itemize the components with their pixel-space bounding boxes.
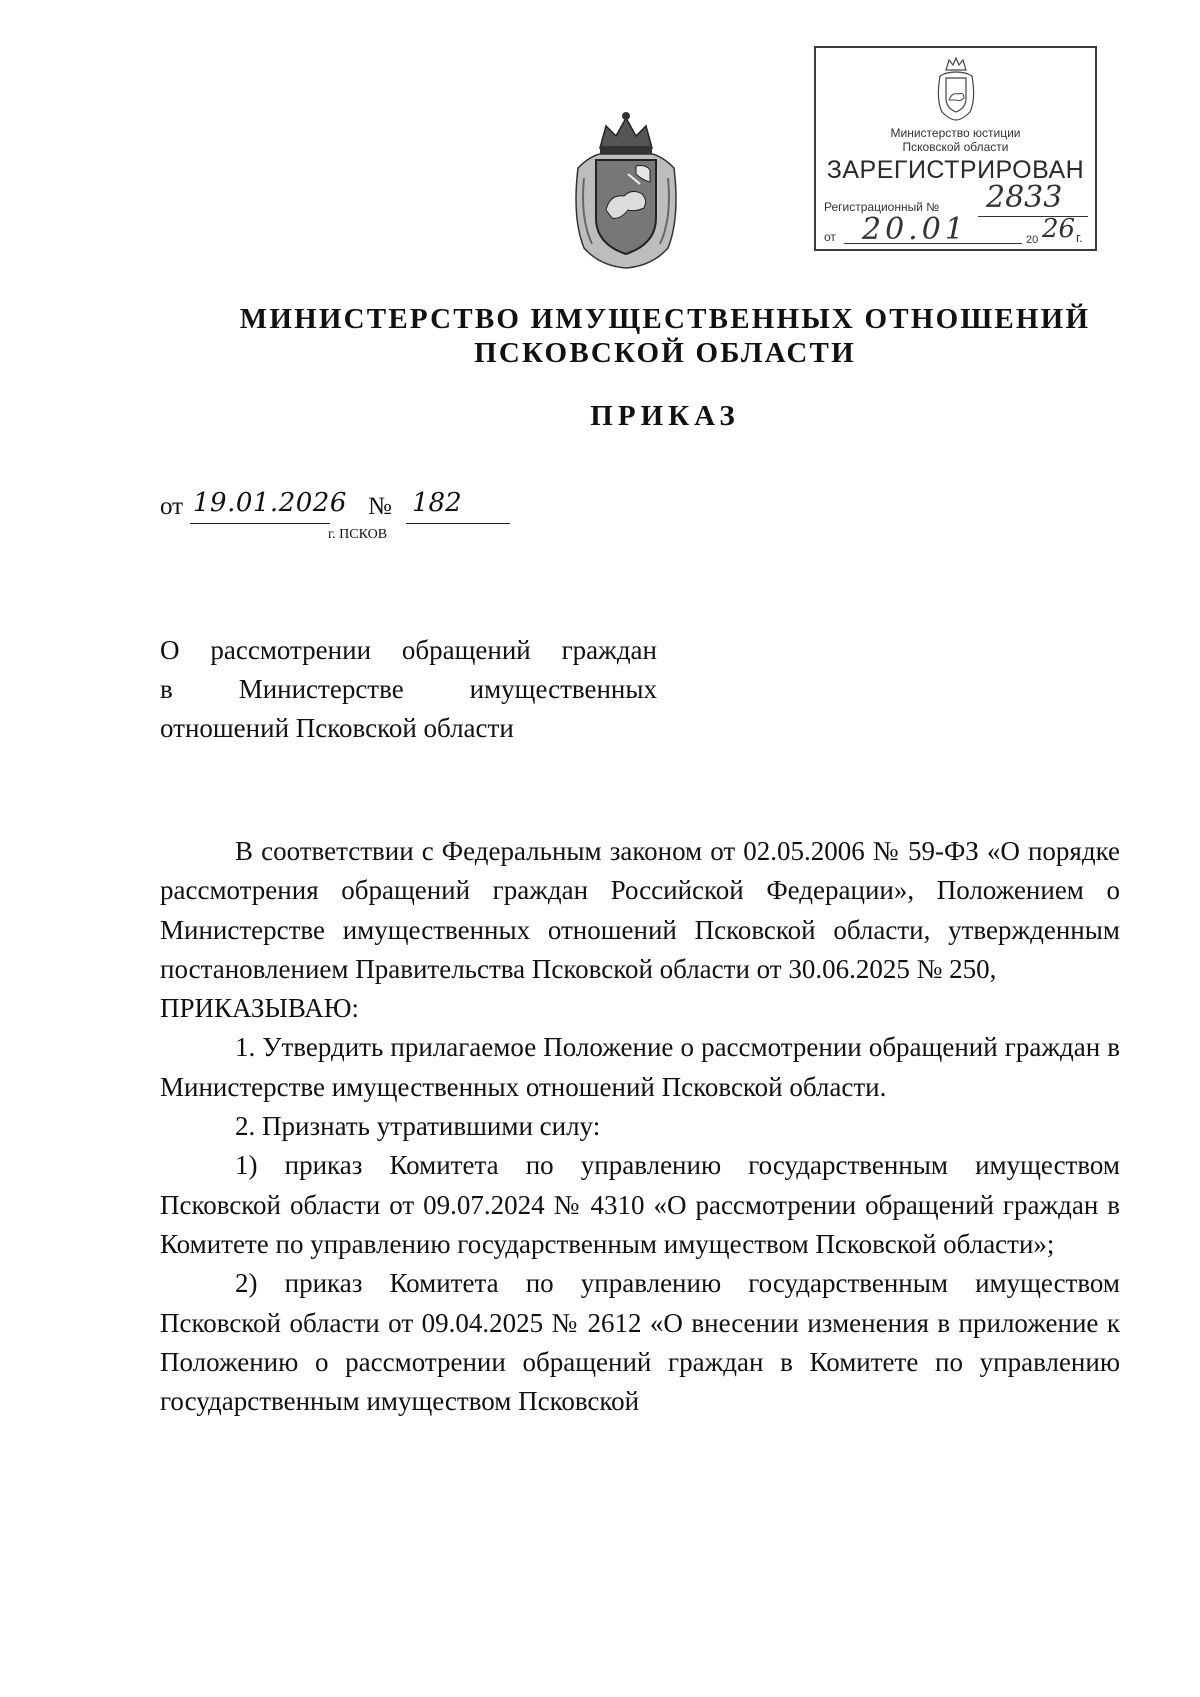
- subject-line2: в Министерстве имущественных: [160, 674, 657, 704]
- ministry-title-line2: ПСКОВСКОЙ ОБЛАСТИ: [474, 337, 856, 369]
- subject-line1: О рассмотрении обращений граждан: [160, 635, 657, 665]
- order-date-label: от: [160, 493, 184, 520]
- stamp-year-prefix: 20: [1026, 234, 1039, 246]
- item-1-paragraph: 1. Утвердить прилагаемое Положение о рассмотрении обращений граждан в Министерстве имущественных отношений Псковской области.: [160, 1032, 1120, 1102]
- stamp-date-label: от: [824, 230, 836, 244]
- order-city: г. ПСКОВ: [328, 527, 388, 542]
- command-word: ПРИКАЗЫВАЮ:: [160, 993, 359, 1024]
- order-subject: [160, 631, 657, 748]
- ministry-title-line1: МИНИСТЕРСТВО ИМУЩЕСТВЕННЫХ ОТНОШЕНИЙ: [239, 303, 1091, 335]
- stamp-status: ЗАРЕГИСТРИРОВАН: [826, 156, 1085, 184]
- ministry-title: [150, 302, 1180, 370]
- order-number-underline: [406, 523, 510, 524]
- item-2-2-paragraph: 2) приказ Комитета по управлению государственным имуществом Псковской области от 09.04.2025 № 2612 «О внесении изменения в приложение к Положению о рассмотрении обращений граждан в Комитете по управлению государственным имуществом Псковской: [160, 1268, 1120, 1417]
- order-number: 182: [412, 488, 462, 518]
- subject-line3: отношений Псковской области: [160, 713, 514, 743]
- stamp-year-suffix: 26: [1042, 214, 1076, 244]
- preamble-paragraph: В соответствии с Федеральным законом от 02.05.2006 № 59-ФЗ «О порядке рассмотрения обращений граждан Российской Федерации», Положением о Министерстве имущественных отношений Псковской области, утвержденным постановлением Правительства Псковской области от 30.06.2025 № 250,: [160, 836, 1120, 984]
- order-date: 19.01.2026: [193, 488, 347, 518]
- registration-stamp: [814, 46, 1097, 251]
- stamp-org-line1: Министерство юстиции: [890, 126, 1021, 140]
- stamp-reg-number: 2833: [986, 180, 1063, 215]
- stamp-org-line2: Псковской области: [902, 140, 1009, 154]
- order-date-underline: [190, 523, 330, 524]
- document-type-title: ПРИКАЗ: [590, 400, 740, 432]
- order-body: [160, 832, 1120, 1421]
- stamp-coat-of-arms-icon: [934, 56, 978, 122]
- stamp-reg-number-label: Регистрационный №: [824, 200, 940, 214]
- item-2-1-paragraph: 1) приказ Комитета по управлению государственным имуществом Псковской области от 09.07.2024 № 4310 «О рассмотрении обращений граждан в Комитете по управлению государственным имуществом Псковской области»;: [160, 1150, 1120, 1259]
- order-number-label: №: [368, 493, 392, 520]
- stamp-organization: [816, 126, 1095, 154]
- stamp-year-mark: г.: [1076, 230, 1083, 245]
- item-2-paragraph: 2. Признать утратившими силу:: [235, 1111, 601, 1142]
- stamp-date: 20.01: [862, 212, 968, 247]
- coat-of-arms-icon: [570, 108, 682, 270]
